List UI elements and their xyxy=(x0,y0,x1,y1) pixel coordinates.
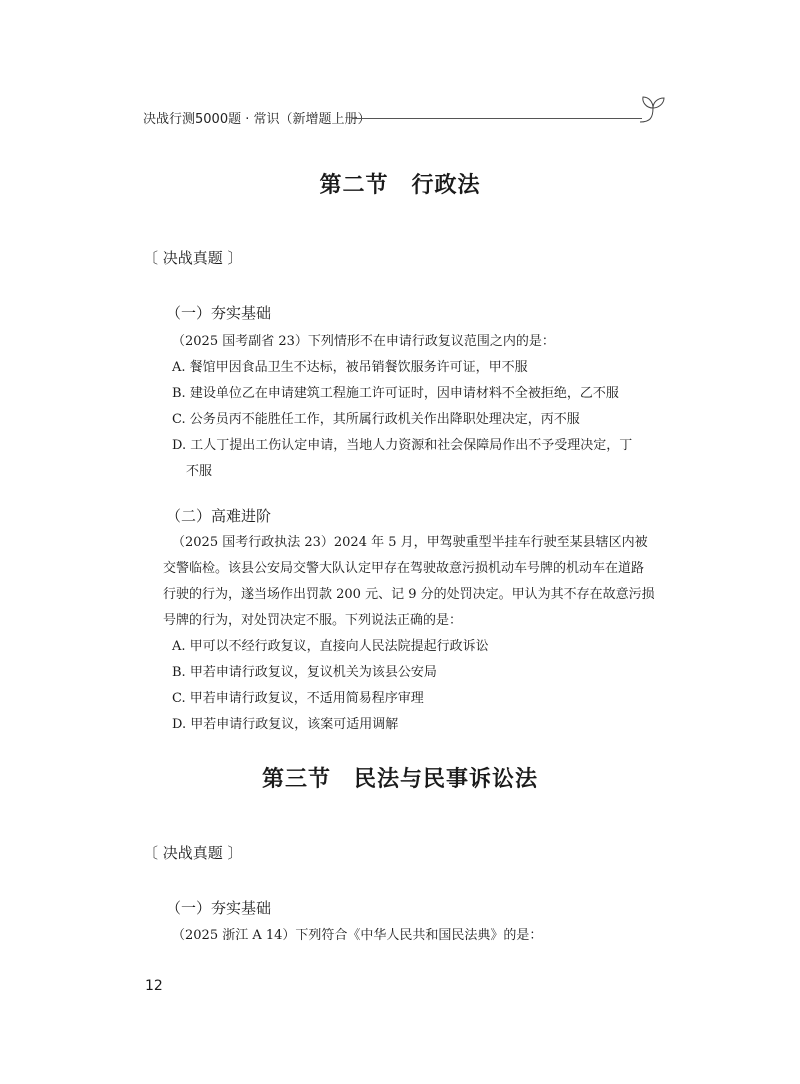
question-text-line: 交警临检。该县公安局交警大队认定甲存在驾驶故意污损机动车号牌的机动车在道路 xyxy=(163,561,645,576)
subsection-heading-basic: （一）夯实基础 xyxy=(166,899,272,917)
header-rule xyxy=(352,118,642,119)
question-text-line: 行驶的行为，遂当场作出罚款 200 元、记 9 分的处罚决定。甲认为其不存在故意污损 xyxy=(163,587,655,602)
subsection-heading-basic: （一）夯实基础 xyxy=(166,304,272,322)
subsection-heading-advanced: （二）高难进阶 xyxy=(166,507,272,525)
section-title-civil-law: 第三节 民法与民事诉讼法 xyxy=(261,767,538,792)
option-a: A. 餐馆甲因食品卫生不达标，被吊销餐饮服务许可证，甲不服 xyxy=(172,360,528,375)
section-tag: 〔 决战真题 〕 xyxy=(143,844,243,862)
option-d: D. 工人丁提出工伤认定申请，当地人力资源和社会保障局作出不予受理决定，丁 xyxy=(172,438,633,453)
option-c: C. 甲若申请行政复议，不适用简易程序审理 xyxy=(172,691,424,706)
question-text: （2025 浙江 A 14）下列符合《中华人民共和国民法典》的是： xyxy=(172,928,543,943)
option-a: A. 甲可以不经行政复议，直接向人民法院提起行政诉讼 xyxy=(172,639,489,654)
section-tag: 〔 决战真题 〕 xyxy=(143,249,243,267)
question-text-line: （2025 国考行政执法 23）2024 年 5 月，甲驾驶重型半挂车行驶至某县辖区内被 xyxy=(172,535,648,550)
option-b: B. 建设单位乙在申请建筑工程施工许可证时，因申请材料不全被拒绝，乙不服 xyxy=(172,386,619,401)
option-c: C. 公务员丙不能胜任工作，其所属行政机关作出降职处理决定，丙不服 xyxy=(172,412,580,427)
sprout-icon xyxy=(636,94,670,124)
option-d: D. 甲若申请行政复议，该案可适用调解 xyxy=(172,717,399,732)
option-b: B. 甲若申请行政复议，复议机关为该县公安局 xyxy=(172,665,437,680)
question-text: （2025 国考副省 23）下列情形不在申请行政复议范围之内的是： xyxy=(172,334,555,349)
question-text-line: 号牌的行为，对处罚决定不服。下列说法正确的是： xyxy=(163,613,463,628)
page-number: 12 xyxy=(145,978,163,994)
section-title-administrative-law: 第二节 行政法 xyxy=(319,173,481,198)
option-d-continuation: 不服 xyxy=(186,464,213,479)
running-header-title: 决战行测5000题 · 常识（新增题上册） xyxy=(143,112,371,127)
